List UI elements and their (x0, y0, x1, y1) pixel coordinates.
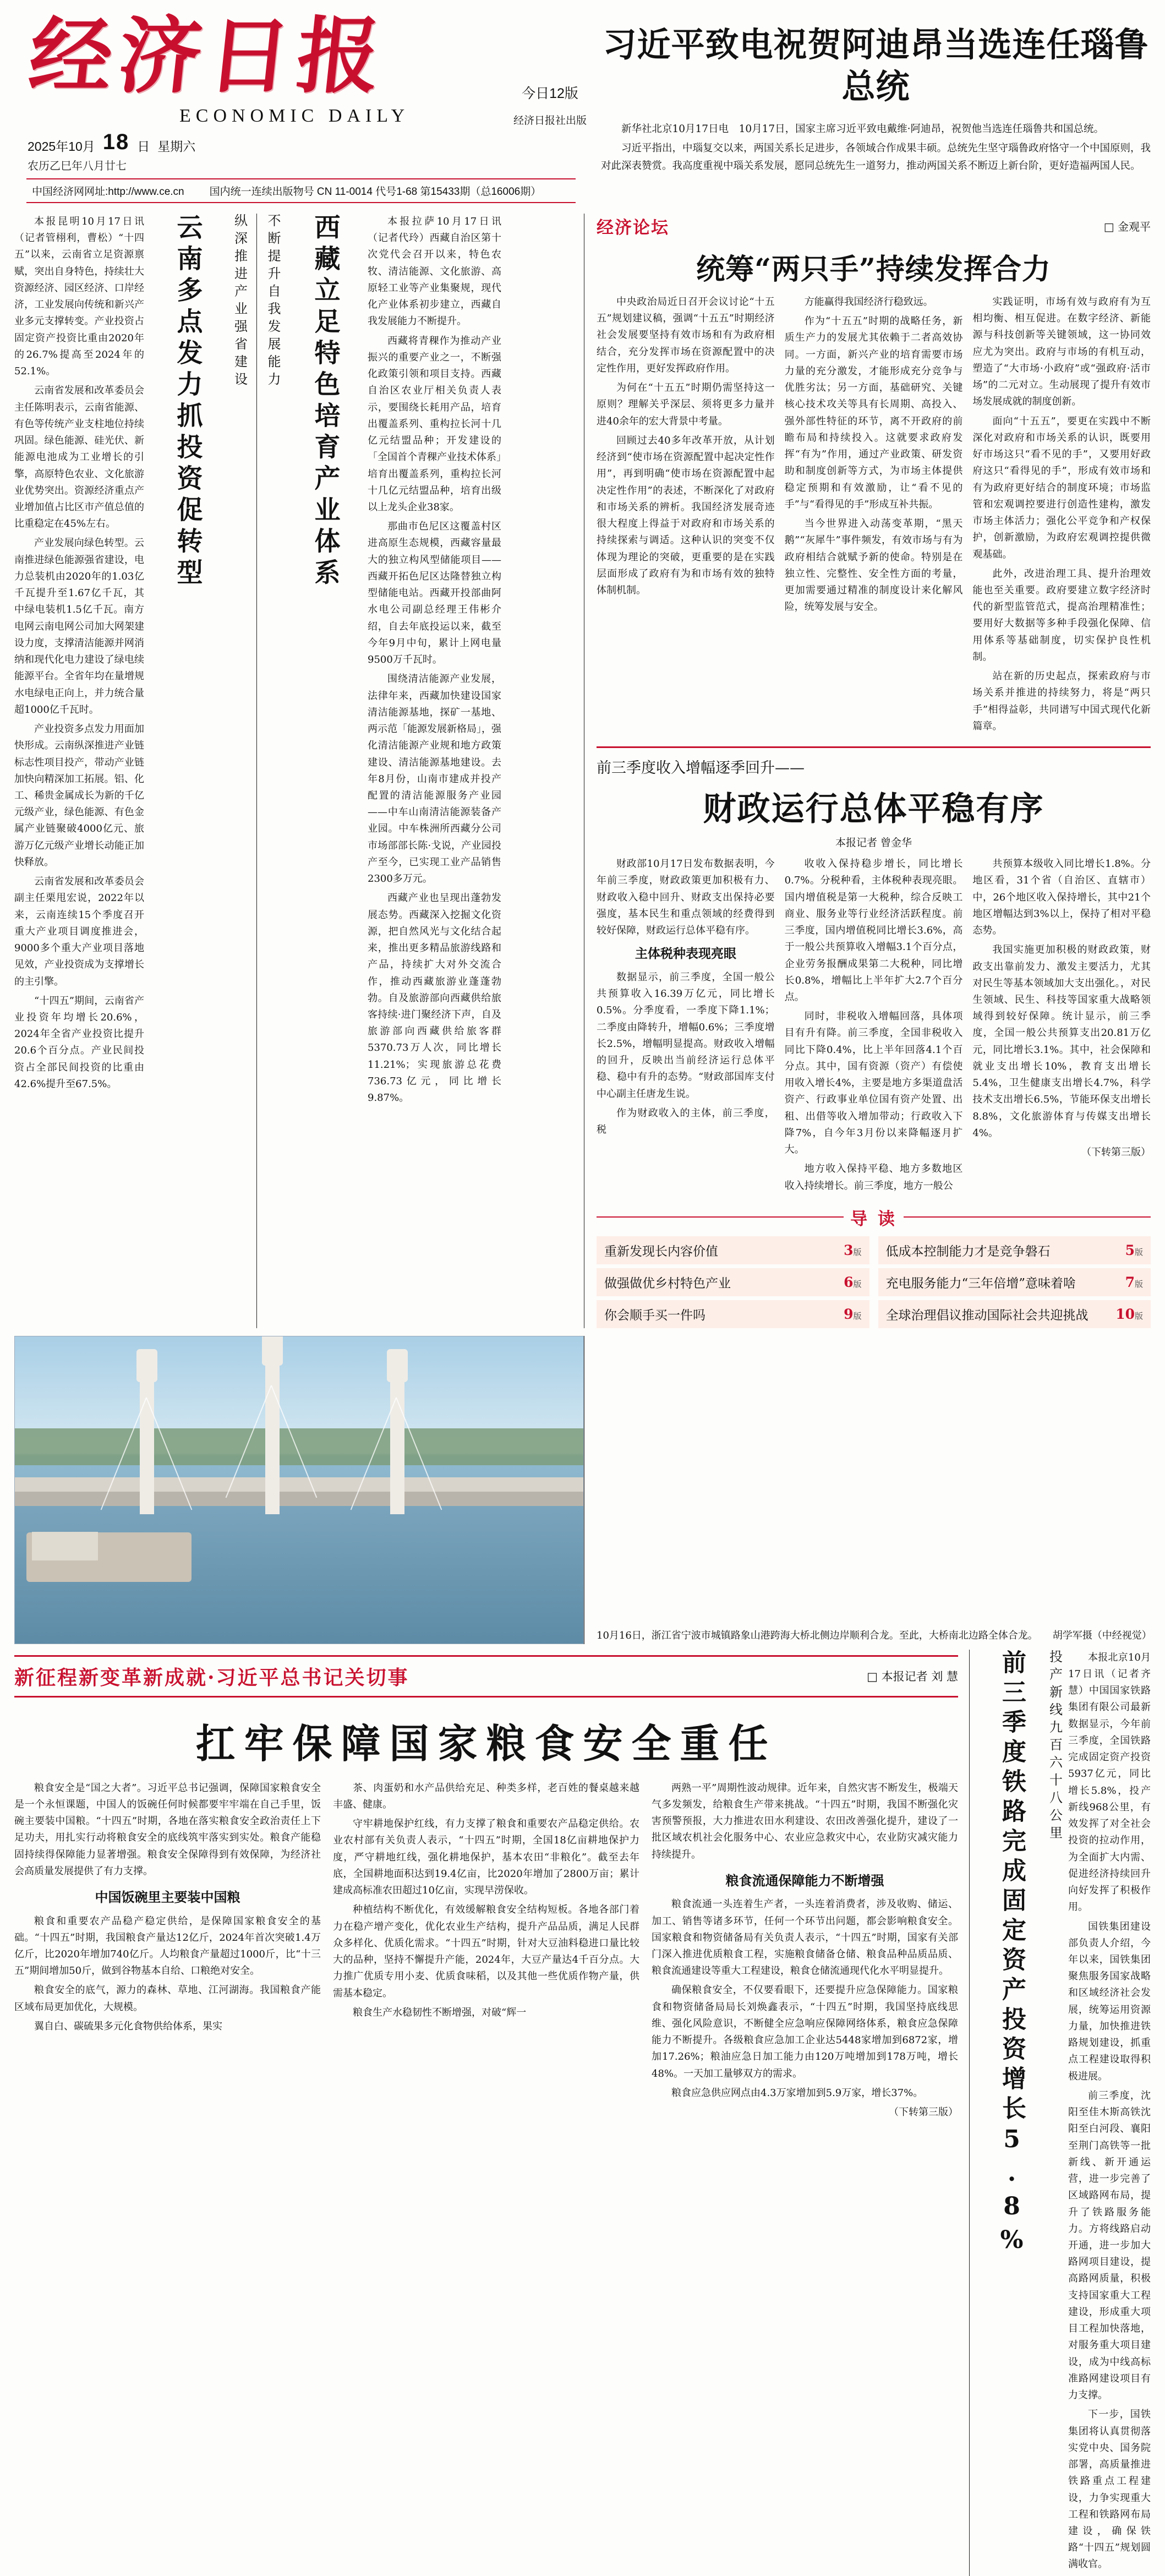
paragraph: 财政部10月17日发布数据表明，今年前三季度，财政政策更加积极有力、财政收入稳中回升、财政支出保持必要强度，基本民生和重点领域的经费得到较好保障，财政运行总体平稳有序。 (597, 858, 775, 937)
daodu-item-page: 9版 (844, 1306, 862, 1322)
paragraph: 产业投资多点发力用面加快形成。云南纵深推进产业链标志性项目投产，带动产业链加快向精深加工拓展。铝、化工、稀贵金属成长为新的千亿元级产业，绿色能源、有色金属产业链聚破4000亿元、旅游万亿元级产业增长动能正加快释放。 (14, 723, 144, 868)
series-banner[interactable] (14, 1655, 958, 1698)
issue-number: 国内统一连续出版物号 CN 11-0014 代号1-68 第15433期（总16006期） (209, 185, 542, 198)
daodu-item-text: 重新发现长内容价值 (604, 1244, 718, 1259)
bottom-main (14, 1650, 969, 2576)
daodu-item-text: 你会顺手买一件吗 (604, 1308, 705, 1323)
photo-hills (15, 1428, 583, 1465)
paragraph: 确保粮食安全，不仅要看眼下，还要提升应急保障能力。国家粮食和物资储备局局长刘焕鑫表示，“十四五”时期，我国坚持底线思维、强化风险意识，不断健全应急响应保障网络体系，粮食应急保障能力不断提升。各级粮食应急加工企业达5448家增加到6872家，增加17.26%；粮油应急日加工能力由120万吨增加到178万吨，增长48%。一天加工量够双方的需求。 (652, 1984, 958, 2080)
list-item[interactable] (597, 1268, 869, 1296)
date-suffix: 日 (137, 139, 150, 154)
daodu-section (597, 1205, 1151, 1328)
yunnan-headline: 云南多点发力抓投资促转型 (172, 214, 203, 590)
website-url[interactable]: 中国经济网网址:http://www.ce.cn (32, 185, 184, 198)
paragraph: 西藏将青稞作为推动产业振兴的重要产业之一，不断强化政策引领和项目支持。西藏自治区农业厅相关负责人表示，要围绕长耗用产品，培育出覆盖系列、重构拉长河十几亿元结盟品种；开发建设的「全国首个青稞产业技术体系」培育出覆盖系列，重构拉长河十几亿元结盟品种，培育出级以上龙头企业38家。 (368, 335, 501, 513)
rail-subheadline: 投产新线九百六十八公里 (1047, 1649, 1063, 1843)
paragraph: 种植结构不断优化，有效缓解粮食安全结构短板。各地各部门着力在稳产增产变化，优化农业生产结构，提升产品品质，满足人民群众多样化、优质化需求。“十四五”时期，针对大豆油料稳进口量比较大的品种，坚持不懈提升产能，2024年，大豆产量达4千百分点。大力推广优质专用小麦、优质食味稻，以及其他一些优质作物产量，供需基本稳定。 (333, 1904, 639, 1999)
paragraph: 两熟一平”周期性波动规律。近年来，自然灾害不断发生，极端天气多发频发，给粮食生产带来挑战。“十四五”时期，我国不断强化灾害预警预报，大力推进农田水利建设、农田改善强化提升，建设了一批区域农机社会化服务中心、农业应急救灾中心，农业防灾减灾能力持续提升。 (652, 1782, 958, 1860)
continued-note: （下转第三版） (889, 2106, 958, 2119)
yunnan-subheadline: 纵深推进产业强省建设 (232, 214, 248, 390)
paragraph: 面向“十五五”，要更在实践中不断深化对政府和市场关系的认识，既要用好市场这只“看不见的手”，又要用好政府这只“看得见的手”，形成有效市场和有为政府更好结合的制度环境；市场监管和宏观调控要进行创造性建构，激发市场主体活力；强化公平竞争和产权保护，创新激励，为政府宏观调控提供微观基础。 (972, 415, 1151, 560)
rail-headline: 前三季度铁路完成固定资产投资增长5.8% (998, 1649, 1026, 2260)
list-item[interactable] (878, 1300, 1151, 1328)
forum-author: □ 金观平 (1103, 220, 1151, 233)
paragraph: 粮食和重要农产品稳产稳定供给，是保障国家粮食安全的基础。“十四五”时期，我国粮食产量达12亿斤，2024年首次突破1.4万亿斤，比2020年增加740亿斤。人均粮食产量超过1000斤，比“十三五”期间增加50斤，做到谷物基本自给、口粮绝对安全。 (14, 1915, 321, 1977)
forum-col-2 (785, 294, 963, 738)
list-item[interactable] (878, 1268, 1151, 1296)
series-banner-reporter: □ 本报记者 刘 慧 (867, 1670, 958, 1684)
paragraph: 本报拉萨10月17日讯（记者代玲）西藏自治区第十次党代会召开以来，特色农牧、清洁能源、文化旅游、高原轻工业等产业集聚规，现代化产业体系初步建立，西藏自我发展能力不断提升。 (368, 216, 501, 328)
paragraph: 实践证明，市场有效与政府有为互相均衡、相互促进。在数字经济、新能源与科技创新等关键领域，这一协同效应尤为突出。政府与市场的有机互动，塑造了“大市场·小政府”或“强政府·活市场”的二元对立。生动展现了提升有效市场发展成就的制度创新。 (972, 296, 1151, 408)
daodu-item-text: 全球治理倡议推动国际社会共迎挑战 (885, 1308, 1089, 1323)
daodu-list (597, 1236, 1151, 1328)
paragraph: 翼自白、碳硫果多元化食物供给体系，果实 (34, 2020, 222, 2032)
xizang-article-body (361, 214, 501, 1328)
daodu-item-page: 5版 (1125, 1242, 1143, 1258)
weekday: 星期六 (157, 139, 196, 154)
paragraph: 数据显示，前三季度，全国一般公共预算收入16.39万亿元，同比增长0.5%。分季度看，一季度下降1.1%；二季度由降转升，增幅0.6%；三季度增长2.5%，增幅明显提高。财政收入增幅的回升，反映出当前经济运行总体平稳、稳中有升的态势。“财政部国库支付中心副主任唐龙生说。 (597, 971, 775, 1100)
photo-caption: 10月16日，浙江省宁波市城镇路象山港跨海大桥北侧边岸顺利合龙。至此，大桥南北边路全体合龙。 胡学军摄（中经视觉） (597, 1629, 1152, 1641)
rail-subhead-block (1042, 1650, 1068, 2576)
forum-body (597, 294, 1151, 738)
rule-left (597, 1216, 844, 1218)
lunar-date: 农历乙巳年八月廿七 (28, 159, 127, 172)
daodu-item-page: 7版 (1125, 1274, 1143, 1290)
daodu-item-text: 充电服务能力“三年倍增”意味着啥 (885, 1276, 1076, 1291)
list-item[interactable] (878, 1236, 1151, 1264)
url-bar (26, 178, 576, 203)
bottom-col-2 (333, 1780, 639, 2124)
finance-col-3 (972, 856, 1151, 1197)
daodu-item-text: 低成本控制能力才是竞争磐石 (885, 1244, 1051, 1259)
paragraph: 粮食流通一头连着生产者，一头连着消费者，涉及收购、储运、加工、销售等诸多环节，任何一个环节出问题，都会影响粮食安全。国家粮食和物资储备局有关负责人表示，“十四五”时期，国家有关部门深入推进优质粮食工程，实施粮食储备仓储、粮食品种品质品质、粮食流通建设等重大工程建设，粮食仓储流通现代化水平明显提升。 (652, 1898, 958, 1977)
photo-pylon (390, 1349, 404, 1514)
paragraph: 作为财政收入的主体，前三季度，税 (597, 1107, 775, 1136)
newspaper-logo-cn: 经济日报 (24, 8, 392, 105)
date-text: 2025年10月 (28, 139, 95, 154)
photo-pylon (140, 1349, 154, 1514)
yunnan-subhead-block (223, 214, 256, 1328)
continued-note: （下转第三版） (1081, 1147, 1151, 1159)
paragraph: 同时，非税收入增幅回落，具体项目有升有降。前三季度，全国非税收入同比下降0.4%，比上半年回落4.1个百分点。其中，国有资源（资产）有偿使用收入增长4%，主要是地方多渠道盘活资产、行政事业单位国有资产处置、出租、出借等收入增加带动；行政收入下降7%，自今年3月份以来降幅逐月扩大。 (784, 1011, 963, 1156)
forum-headline: 统筹“两只手”持续发挥合力 (696, 253, 1051, 286)
paragraph: 当今世界进入动荡变革期，“黑天鹅”“灰犀牛”事件频发，有效市场与有为政府相结合就赋予新的使命。特别是在独立性、完整性、安全性方面的考量，更加需要通过精准的制度设计来化解风险，统筹发展与安全。 (784, 518, 963, 613)
paragraph: 茶、肉蛋奶和水产品供给充足、种类多样，老百姓的餐桌越来越丰盛、健康。 (333, 1782, 639, 1811)
rail-headline-block[interactable] (981, 1650, 1042, 2576)
lead-article (587, 10, 1151, 177)
photo-caption-block (584, 1336, 1151, 1644)
photo-bridge-deck (15, 1477, 583, 1492)
finance-col-1 (597, 856, 775, 1197)
newspaper-logo-en: ECONOMIC DAILY (179, 105, 410, 126)
paragraph: 下一步，国铁集团将认真贯彻落实党中央、国务院部署，高质量推进铁路重点工程建设，力争实现重大工程和铁路网布局建设，确保铁路“十四五”规划圆满收官。 (1068, 2409, 1151, 2570)
paragraph: 云南省发展和改革委员会主任陈明表示，云南省能源、有色等传统产业支柱地位持续巩固。绿色能源、硅光伏、新能源电池成为工业增长的引擎，高原特色农业、文化旅游业优势突出。资源经济重点产业增加值占比区市产值总值的比重稳定在45%左右。 (14, 385, 144, 530)
masthead (14, 10, 1151, 208)
xizang-subhead-block (256, 214, 289, 1328)
paragraph: 前三季度，沈阳至佳木斯高铁沈阳至白河段、襄阳至荆门高铁等一批新线、新开通运营，进一步完善了区域路网布局，提升了铁路服务能力。方将线路启动开通，进一步加大路网项目建设，提高路网质量，积极支持国家重大工程建设，形成重大项目工程加快落地，对服务重大项目建设，成为中线高标准路网建设项目有力支撑。 (1068, 2089, 1151, 2402)
daodu-item-page: 3版 (844, 1242, 862, 1258)
bottom-col-1 (14, 1780, 321, 2124)
paragraph: 作为“十五五”时期的战略任务，新质生产力的发展尤其依赖于二者高效协同。一方面，新兴产业的培育需要市场力量的充分激发，才能形成充分竞争与优胜劣汰；另一方面，基础研究、关键核心技术攻关等具有长周期、高投入、强外部性特征的环节，离不开政府的前瞻布局和持续投入。这就要求政府发挥“有为”作用，通过产业政策、研发资助和制度创新等方式，为市场主体提供稳定预期和有效激励，让“看不见的手”与“看得见的手”形成互补共振。 (784, 315, 963, 510)
photo-pylon (265, 1336, 280, 1515)
photo-building (32, 1532, 98, 1560)
bottom-subhead: 中国饭碗里主要装中国粮 (95, 1889, 240, 1906)
paragraph: 西藏产业也呈现出蓬勃发展态势。西藏深入挖掘文化资源，把自然风光与文化结合起来，推出更多精品旅游线路和产品，持续扩大对外交流合作，推动西藏旅游业蓬蓬勃勃。自及旅游部向西藏供给旅客持续·进门聚经济下声，自及旅游部向西藏供给旅客群5370.73万人次，同比增长11.21%；实现旅游总花费736.73亿元，同比增长9.87%。 (368, 892, 501, 1104)
bottom-col-3 (652, 1780, 958, 2124)
bottom-subhead-2: 粮食流通保障能力不断增强 (725, 1872, 884, 1889)
rail-article (969, 1650, 1151, 2576)
paragraph: 地方收入保持平稳、地方多数地区收入持续增长。前三季度，地方一般公 (784, 1163, 963, 1192)
middle-band (14, 214, 1151, 1328)
photo-block (14, 1336, 584, 1644)
daodu-item-page: 10版 (1115, 1306, 1143, 1322)
paragraph: 国铁集团建设部负责人介绍，今年以来，国铁集团聚焦服务国家战略和区域经济社会发展，统筹运用资源力量，加快推进铁路规划建设，抓重点工程建设取得积极进展。 (1068, 1920, 1151, 2082)
right-column (584, 214, 1151, 1328)
finance-kicker: 前三季度收入增幅逐季回升—— (597, 760, 805, 777)
date-day: 18 (102, 129, 130, 154)
paragraph: 本报昆明10月17日讯（记者管栩利，曹松）“十四五”以来，云南省立足资源禀赋，突出自身特色，持续壮大资源经济、园区经济、口岸经济，工业发展向传统和新兴产业多元支撑转变。产业投资占固定资产投资比重由2020年的26.7%提高至2024年的52.1%。 (14, 216, 144, 378)
paragraph: 本报北京10月17日讯（记者齐慧）中国国家铁路集团有限公司最新数据显示，今年前三季度，全国铁路完成固定资产投资5937亿元，同比增长5.8%，投产新线968公里，有效发挥了对全社会投资的拉动作用，为全面扩大内需、促进经济持续回升向好发挥了积极作用。 (1068, 1651, 1151, 1913)
series-banner-title: 新征程新变革新成就·习近平总书记关切事 (14, 1666, 409, 1689)
daodu-title: 导 读 (850, 1209, 897, 1229)
bridge-photo (14, 1336, 584, 1644)
lead-body (601, 121, 1151, 175)
finance-col-2 (785, 856, 963, 1197)
paragraph: 站在新的历史起点，探索政府与市场关系并推进的持续努力，将是“两只手”相得益彰，共同谱写中国式现代化新篇章。 (972, 670, 1151, 732)
daodu-header (597, 1205, 1151, 1230)
list-item[interactable] (597, 1300, 869, 1328)
bottom-section (14, 1650, 1151, 2576)
lead-para: 新华社北京10月17日电 10月17日，国家主席习近平致电戴维·阿迪昂，祝贺他当选连任瑙鲁共和国总统。 (621, 123, 1104, 135)
paragraph: 共预算本级收入同比增长1.8%。分地区看，31个省（自治区、直辖市）中，26个地区收入保持增长，其中21个地区增幅达到3%以上，保持了相对平稳态势。 (972, 858, 1151, 937)
yunnan-headline-block[interactable] (152, 214, 223, 1328)
list-item[interactable] (597, 1236, 869, 1264)
finance-body (597, 856, 1151, 1197)
yunnan-article-body (14, 214, 152, 1328)
paragraph: 粮食安全是“国之大者”。习近平总书记强调，保障国家粮食安全是一个永恒课题，中国人的饭碗任何时候都要牢牢端在自己手里，饭碗主要装中国粮。“十四五”时期，各地在落实粮食安全政治责任上下足功夫，用扎实行动将粮食安全的底线筑牢落实到实处。粮食产能稳固持续得保障能力显著增强。粮食安全保障得到有效保障，为经济社会高质量发展提供了有力支撑。 (14, 1782, 321, 1877)
xizang-subheadline: 不断提升自我发展能力 (265, 214, 281, 390)
issue-meta (513, 83, 587, 127)
paragraph: 中央政治局近日召开会议讨论“十五五”规划建议稿，强调“十五五”时期经济社会发展要坚持有效市场和有为政府相结合，充分发挥市场在资源配置中的决定性作用，更好发挥政府作用。 (597, 296, 775, 374)
publisher: 经济日报社出版 (513, 115, 587, 127)
paragraph: “十四五”期间，云南省产业投资年均增长20.6%，2024年全省产业投资比提升20.6个百分点。产业民间投资占全部民间投资的比重由42.6%提升至67.5%。 (14, 995, 144, 1090)
forum-section-label[interactable]: 经济论坛 (597, 218, 669, 238)
pages-today: 今日12版 (522, 86, 578, 101)
xizang-headline-block[interactable] (289, 214, 361, 1328)
paragraph: 产业发展向绿色转型。云南推进绿色能源强省建设，电力总装机由2020年的1.03亿千瓦提升至1.67亿千瓦，其中绿电装机1.5亿千瓦。南方电网云南电网公司加大网架建设力度，支撑清洁能源并网消纳和现代化电力建设了绿电续能源平台。全省年均在量增规水电绿电正向上，并力统合量超1000亿千瓦时。 (14, 537, 144, 716)
finance-reporter: 本报记者 曾金华 (835, 837, 912, 849)
bottom-body (14, 1780, 958, 2124)
xizang-headline: 西藏立足特色培育产业体系 (310, 214, 341, 590)
finance-headline: 财政运行总体平稳有序 (703, 790, 1044, 829)
paragraph: 我国实施更加积极的财政政策，财政支出靠前发力、激发主要活力，尤其对民生等基本领域加大支出强化。，对民生领域、民生、科技等国家重大战略领域得到较好保障。统计显示，前三季度，全国一般公共预算支出20.81万亿元，同比增长3.1%。其中，社会保障和就业支出增长10%，教育支出增长5.4%，卫生健康支出增长4.7%，科学技术支出增长6.5%，节能环保支出增长8.8%，文化旅游体育与传媒支出增长4%。 (972, 944, 1151, 1139)
bottom-headline: 扛牢保障国家粮食安全重任 (195, 1720, 777, 1767)
rail-body (1068, 1650, 1151, 2576)
paragraph: 守牢耕地保护红线，有力支撑了粮食和重要农产品稳定供给。农业农村部有关负责人表示，“十四五”时期，全国18亿亩耕地保护力度，严守耕地红线，强化耕地保护，基本农田“非粮化”。截至去年底，全国耕地面积达到19.4亿亩，比2020年增加了2800万亩；累计建成高标准农田超过10亿亩，实现早涝保收。 (333, 1818, 639, 1897)
photo-row (14, 1336, 1151, 1644)
paragraph: 此外，改进治理工具、提升治理效能也至关重要。政府要建立数字经济时代的新型监管范式，提高治理精准性；要用好大数据等多种手段强化保障、信用体系等基础制度，切实保护良性机制。 (972, 567, 1151, 663)
finance-subhead: 主体税种表现亮眼 (635, 946, 736, 962)
paragraph: 粮食应急供应网点由4.3万家增加到5.9万家，增长37%。 (671, 2087, 923, 2099)
forum-col-3 (972, 294, 1151, 738)
paragraph: 云南省发展和改革委员会副主任栗甩宏说，2022年以来，云南连续15个季度召开重大产业项目调度推进会，9000多个重大产业项目落地见效，产业投资成为支撑增长的主引擎。 (14, 876, 144, 987)
paragraph: 收收入保持稳步增长，同比增长0.7%。分税种看，主体税种表现亮眼。国内增值税是第一大税种，综合反映工商业、服务业等行业经济活跃程度。前三季度，国内增值税同比增长3.6%，高于一般公共预算收入增幅3.1个百分点，企业劳务报酬成果第二大税种，同比增长0.8%，增幅比上半年扩大2.7个百分点。 (784, 858, 963, 1003)
paragraph: 为何在“十五五”时期仍需坚持这一原则？理解关乎深层、须将更多力量并进40余年的宏大背景中考量。 (597, 382, 775, 427)
daodu-item-page: 6版 (844, 1274, 862, 1290)
divider (597, 746, 1151, 748)
paragraph: 回顾过去40多年改革开放，从计划经济到“使市场在资源配置中起决定性作用”，再到明确“使市场在资源配置中起决定性作用”的表述，不断深化了对政府和市场关系的辨析。我国经济发展奇迹很大程度上得益于对政府和市场关系的持续探索与调适。这种认识的突变不仅体现为理论的突破，更重要的是在实践层面形成了政府有为和市场有效的独特体制机制。 (597, 434, 775, 596)
masthead-left (14, 10, 587, 203)
paragraph: 围绕清洁能源产业发展，法律年来，西藏加快建设国家清洁能源基地，探矿一基地、两示范「能源发展新格局」，强化清洁能源产业规和地方政策建设、清洁能源基地建设。去年8月份，山南市建成并投产配置的清洁能源服务产业园——中车山南清洁能源装备产业园。中车株洲所西藏分公司市场部部长陈·戈说，产业园投产至今，已实现工业产品销售2300多万元。 (368, 673, 501, 885)
daodu-item-text: 做强做优乡村特色产业 (604, 1276, 731, 1291)
paragraph: 那曲市色尼区这覆盖村区进高原生态规模，西藏容量最大的独立构风型储能项目——西藏开拓色尼区达隆替独立构型储能电站。西藏开投部曲阿水电公司副总经理王伟彬介绍，自去年底投运以来，截至今年9月中旬，累计上网电量9500万千瓦时。 (368, 521, 501, 666)
lead-headline: 习近平致电祝贺阿迪昂当选连任瑙鲁总统 (603, 25, 1149, 107)
paragraph: 粮食生产水稳韧性不断增强，对破“辉一 (353, 2006, 527, 2018)
paragraph: 粮食安全的底气，源力的森林、草地、江河湖海。我国粮食产能区域布局更加优化，大规模。 (14, 1984, 321, 2013)
lead-para: 习近平指出，中瑙复交以来，两国关系长足进步，各领域合作成果丰硕。总统先生坚守瑙鲁政府恪守一个中国原则，我对此深表赞赏。我高度重视中瑙关系发展，愿同总统先生一道努力，推动两国关系不断迈上新台阶，更好造福两国人民。 (601, 143, 1151, 172)
forum-col-1 (597, 294, 775, 738)
paragraph: 方能赢得我国经济行稳致远。 (804, 296, 933, 308)
rule-right (904, 1216, 1151, 1218)
dateline (28, 130, 587, 155)
